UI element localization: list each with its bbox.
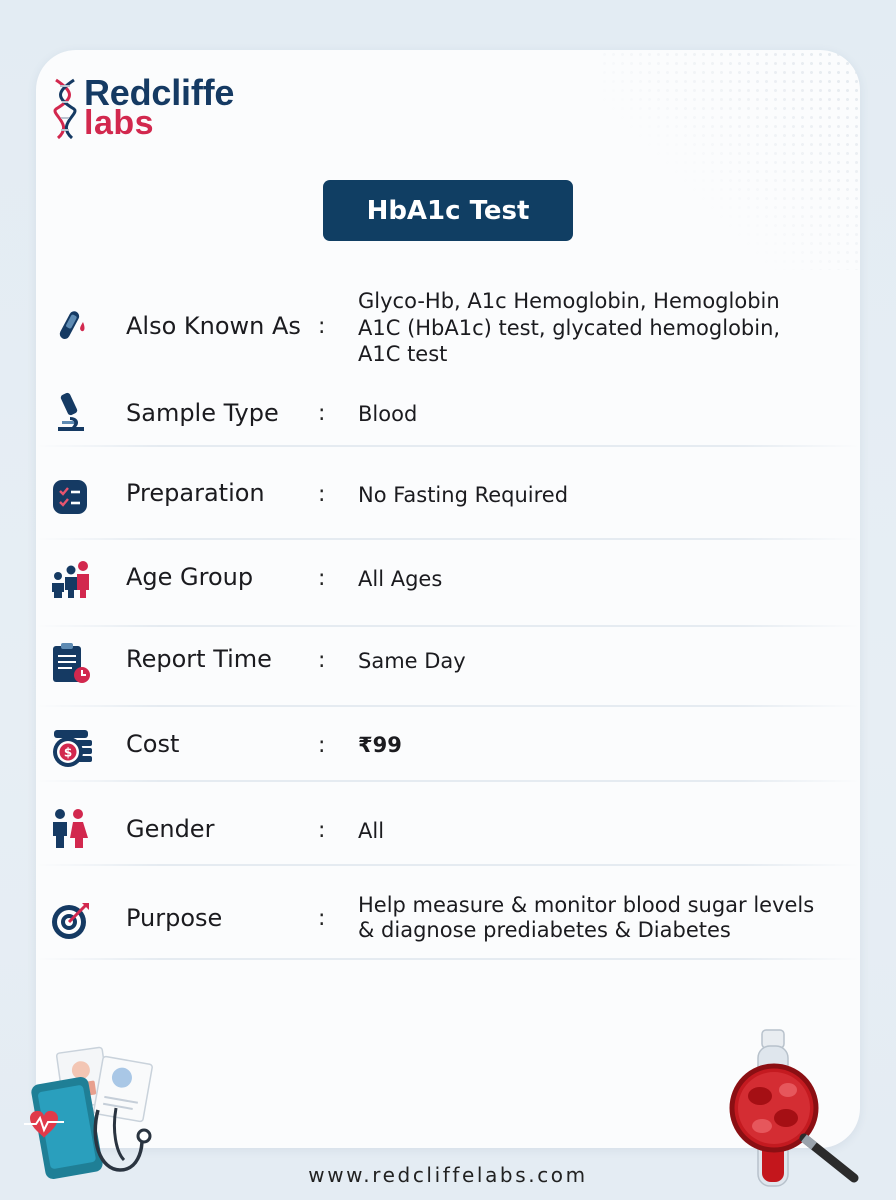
row-colon: : [318,314,326,339]
info-row-cost [36,724,860,774]
row-label: Purpose [126,904,223,932]
row-value-line: A1C test [358,342,448,366]
dna-icon [52,78,78,140]
row-colon: : [318,648,326,673]
dot-pattern [600,50,860,270]
info-row-purpose [36,893,860,953]
row-label: Age Group [126,563,254,591]
row-value: ₹99 [358,733,402,757]
info-row-preparation [36,472,860,522]
row-label: Preparation [126,479,265,507]
row-colon: : [318,401,326,426]
checklist-icon [50,477,90,517]
row-label: Report Time [126,645,272,673]
brand-name-line1: Redcliffe [84,72,235,113]
row-value: Same Day [358,649,466,673]
info-row-sample-type [36,390,860,440]
row-value: Blood [358,402,418,426]
row-divider [36,958,860,960]
row-value: All Ages [358,567,443,591]
coins-icon [50,726,94,770]
target-icon [50,899,92,941]
redcliffe-logo[interactable] [48,72,268,142]
website-url[interactable]: www.redcliffelabs.com [308,1163,588,1187]
row-label: Gender [126,815,215,843]
row-value-line: Glyco-Hb, A1c Hemoglobin, Hemoglobin [358,289,780,313]
info-row-gender [36,806,860,856]
row-colon: : [318,906,326,931]
row-divider [36,864,860,866]
info-row-also-known-as [36,288,860,368]
row-divider [36,780,860,782]
row-value-line: A1C (HbA1c) test, glycated hemoglobin, [358,315,781,340]
row-colon: : [318,482,326,507]
test-tube-icon [50,308,90,348]
row-value: No Fasting Required [358,483,569,507]
svg-text:$: $ [63,745,73,760]
row-colon: : [318,818,326,843]
row-label: Also Known As [126,312,301,340]
row-divider [36,445,860,447]
brand-name-line2: labs [84,104,155,142]
test-title-badge: HbA1c Test [323,180,573,241]
report-clock-icon [50,642,92,686]
row-value-line: Help measure & monitor blood sugar levels [358,893,815,917]
row-divider [36,705,860,707]
microscope-icon [50,391,90,435]
gender-icon [50,808,90,852]
info-row-report-time [36,640,860,690]
row-value-line: & diagnose prediabetes & Diabetes [358,918,731,942]
row-value [358,288,780,368]
row-value: All [358,819,385,843]
row-divider [36,538,860,540]
row-label: Sample Type [126,399,279,427]
row-colon: : [318,566,326,591]
row-divider [36,625,860,627]
family-icon [50,560,92,600]
info-row-age-group [36,556,860,606]
row-value [358,893,814,943]
row-colon: : [318,733,326,758]
row-label: Cost [126,730,180,758]
